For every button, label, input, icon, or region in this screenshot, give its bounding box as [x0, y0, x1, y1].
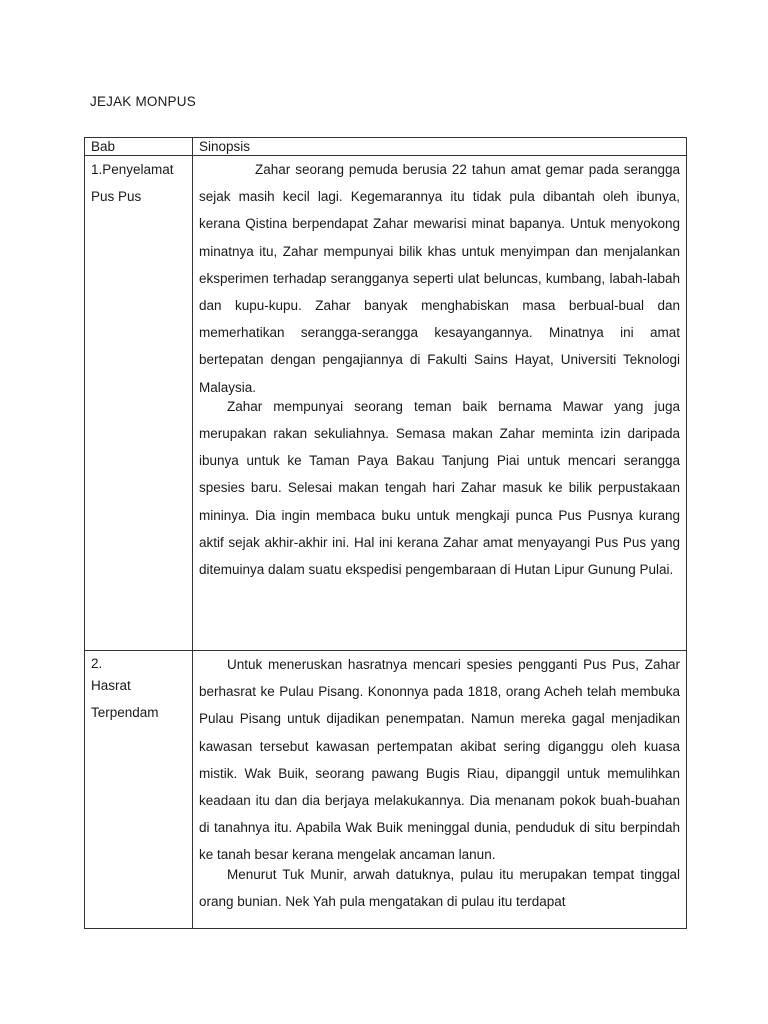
header-bab: Bab: [85, 138, 193, 156]
bab-title-line: Hasrat: [91, 678, 131, 693]
sinopsis-paragraph: Untuk meneruskan hasratnya mencari spesies pengganti Pus Pus, Zahar berhasrat ke Pulau Pisang. Kononnya pada 1818, orang Acheh telah membuka Pulau Pisang untuk dijadikan penempatan. Namun mereka gagal menjadikan kawasan tersebut kawasan pertempatan akibat sering diganggu oleh kuasa mistik. Wak Buik, seorang pawang Bugis Riau, dipanggil untuk memulihkan keadaan itu dan dia berjaya melakukannya. Dia menanam pokok buah-buahan di tanahnya itu. Apabila Wak Buik meninggal dunia, penduduk di situ berpindah ke tanah besar kerana mengelak ancaman lanun.: [199, 657, 680, 863]
document-title: JEJAK MONPUS: [90, 94, 196, 109]
sinopsis-paragraph: Zahar mempunyai seorang teman baik bernama Mawar yang juga merupakan rakan sekuliahnya. Semasa makan Zahar meminta izin daripada ibunya untuk ke Taman Paya Bakau Tanjung Piai untuk mencari serangga spesies baru. Selesai makan tengah hari Zahar masuk ke bilik perpustakaan mininya. Dia ingin membaca buku untuk mengkaji punca Pus Pusnya kurang aktif sejak akhir-akhir ini. Hal ini kerana Zahar amat menyayangi Pus Pus yang ditemuinya dalam suatu ekspedisi pengembaraan di Hutan Lipur Gunung Pulai.: [199, 398, 680, 578]
bab-title-line: 1.Penyelamat: [91, 162, 174, 177]
bab-title-line: Terpendam: [91, 705, 159, 720]
synopsis-table: [84, 137, 687, 929]
bab-title-line: Pus Pus: [91, 189, 142, 204]
header-sinopsis: Sinopsis: [193, 138, 687, 156]
sinopsis-cell: [193, 651, 687, 929]
bab-cell: [85, 156, 193, 651]
table-header-row: [85, 138, 687, 156]
table-row: [85, 156, 687, 651]
bab-number: 2.: [91, 656, 103, 671]
sinopsis-paragraph: Zahar seorang pemuda berusia 22 tahun amat gemar pada serangga sejak masih kecil lagi. Kegemarannya itu tidak pula dibantah oleh ibunya, kerana Qistina berpendapat Zahar mewarisi minat bapanya. Untuk menyokong minatnya itu, Zahar mempunyai bilik khas untuk menyimpan dan menjalankan eksperimen terhadap serangganya seperti ulat beluncas, kumbang, labah-labah dan kupu-kupu. Zahar banyak menghabiskan masa berbual-bual dan memerhatikan serangga-serangga kesayangannya. Minatnya ini amat bertepatan dengan pengajiannya di Fakulti Sains Hayat, Universiti Teknologi Malaysia.: [199, 162, 680, 395]
bab-cell: [85, 651, 193, 929]
table-row: [85, 651, 687, 929]
sinopsis-paragraph: Menurut Tuk Munir, arwah datuknya, pulau itu merupakan tempat tinggal orang bunian. Nek Yah pula mengatakan di pulau itu terdapat: [199, 866, 680, 909]
sinopsis-cell: [193, 156, 687, 651]
